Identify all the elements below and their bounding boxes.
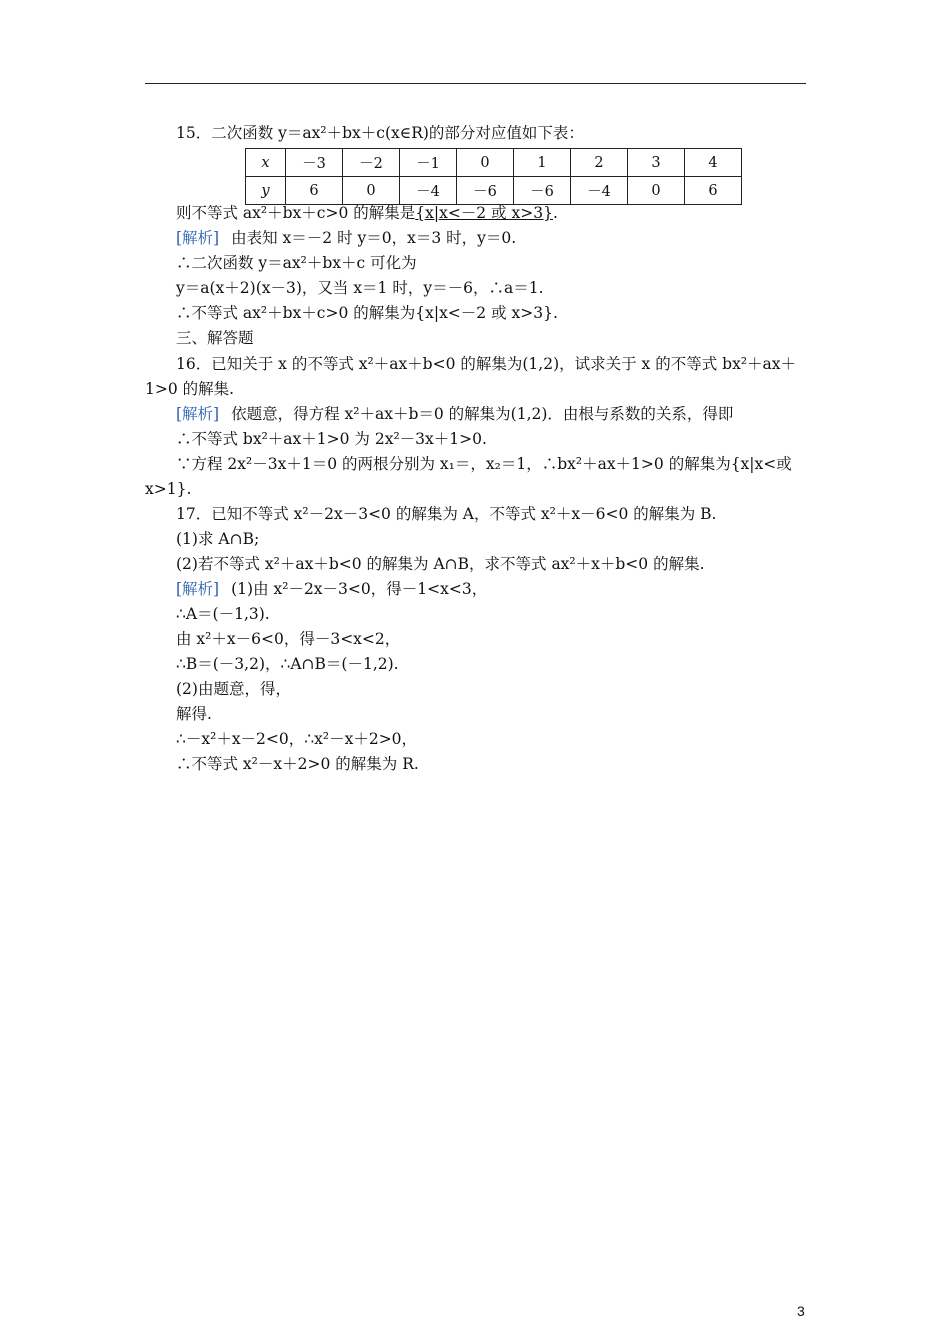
q17-analysis-3: 由 x²＋x－6<0，得－3<x<2，: [176, 630, 401, 648]
y-header: y: [246, 177, 286, 205]
q15-prompt: [176, 202, 558, 224]
q16-analysis-4: x>1}.: [145, 480, 192, 498]
q17-stem: 17．已知不等式 x²－2x－3<0 的解集为 A，不等式 x²＋x－6<0 的解集为 B.: [176, 505, 717, 523]
q15-analysis-3: y＝a(x＋2)(x－3)，又当 x＝1 时，y＝－6，∴a＝1.: [176, 279, 544, 297]
x-cell: －3: [286, 149, 343, 177]
section-title: 三、解答题: [176, 329, 254, 347]
analysis-text: 依题意，得方程 x²＋ax＋b＝0 的解集为(1,2)．由根与系数的关系，得即: [231, 405, 734, 423]
q15-prompt-end: .: [552, 204, 558, 222]
x-cell: －1: [400, 149, 457, 177]
q15-analysis-1: [176, 227, 516, 249]
x-cell: －2: [343, 149, 400, 177]
y-cell: －6: [457, 177, 514, 205]
q15-analysis-4: ∴不等式 ax²＋bx＋c>0 的解集为{x|x<－2 或 x>3}.: [176, 304, 558, 322]
q15-stem: 15．二次函数 y＝ax²＋bx＋c(x∈R)的部分对应值如下表：: [176, 124, 584, 142]
q17-analysis-7: ∴－x²＋x－2<0，∴x²－x＋2>0，: [176, 730, 418, 748]
y-cell: －4: [571, 177, 628, 205]
table-row-x: [246, 149, 742, 177]
y-cell: －4: [400, 177, 457, 205]
analysis-text: (1)由 x²－2x－3<0，得－1<x<3，: [231, 580, 488, 598]
x-header: x: [246, 149, 286, 177]
analysis-tag: [解析]: [176, 405, 220, 423]
y-cell: 6: [286, 177, 343, 205]
q17-analysis-5: (2)由题意，得，: [176, 680, 291, 698]
q17-analysis-6: 解得.: [176, 705, 212, 723]
q17-analysis-2: ∴A＝(－1,3).: [176, 605, 270, 623]
q16-analysis-2: ∴不等式 bx²＋ax＋1>0 为 2x²－3x＋1>0.: [176, 430, 487, 448]
analysis-tag: [解析]: [176, 580, 220, 598]
y-cell: －6: [514, 177, 571, 205]
q16-analysis-3: ∵方程 2x²－3x＋1＝0 的两根分别为 x₁＝，x₂＝1，∴bx²＋ax＋1>0 的解集为{x|x<或: [176, 455, 792, 473]
q16-stem-2: 1>0 的解集.: [145, 380, 235, 398]
x-cell: 1: [514, 149, 571, 177]
y-cell: 0: [628, 177, 685, 205]
q17-analysis-1: [176, 578, 487, 600]
q17-analysis-8: ∴不等式 x²－x＋2>0 的解集为 R.: [176, 755, 419, 773]
value-table: [245, 148, 742, 205]
q16-stem-1: 16．已知关于 x 的不等式 x²＋ax＋b<0 的解集为(1,2)，试求关于 x 的不等式 bx²＋ax＋: [176, 355, 797, 373]
x-cell: 0: [457, 149, 514, 177]
q15-prompt-text: 则不等式 ax²＋bx＋c>0 的解集是: [176, 204, 416, 222]
y-cell: 0: [343, 177, 400, 205]
analysis-tag: [解析]: [176, 229, 220, 247]
page-number: 3: [797, 1303, 805, 1319]
q17-analysis-4: ∴B＝(－3,2)，∴A∩B＝(－1,2).: [176, 655, 399, 673]
y-cell: 6: [685, 177, 742, 205]
q15-answer: {x|x<－2 或 x>3}: [415, 204, 553, 222]
header-rule: [145, 83, 806, 84]
x-cell: 2: [571, 149, 628, 177]
analysis-text: 由表知 x＝－2 时 y＝0，x＝3 时，y＝0.: [231, 229, 517, 247]
table-row-y: [246, 177, 742, 205]
q15-analysis-2: ∴二次函数 y＝ax²＋bx＋c 可化为: [176, 254, 417, 272]
q16-analysis-1: [176, 403, 733, 425]
q17-part-2: (2)若不等式 x²＋ax＋b<0 的解集为 A∩B，求不等式 ax²＋x＋b<0 的解集.: [176, 555, 705, 573]
q17-part-1: (1)求 A∩B;: [176, 530, 260, 548]
x-cell: 4: [685, 149, 742, 177]
x-cell: 3: [628, 149, 685, 177]
